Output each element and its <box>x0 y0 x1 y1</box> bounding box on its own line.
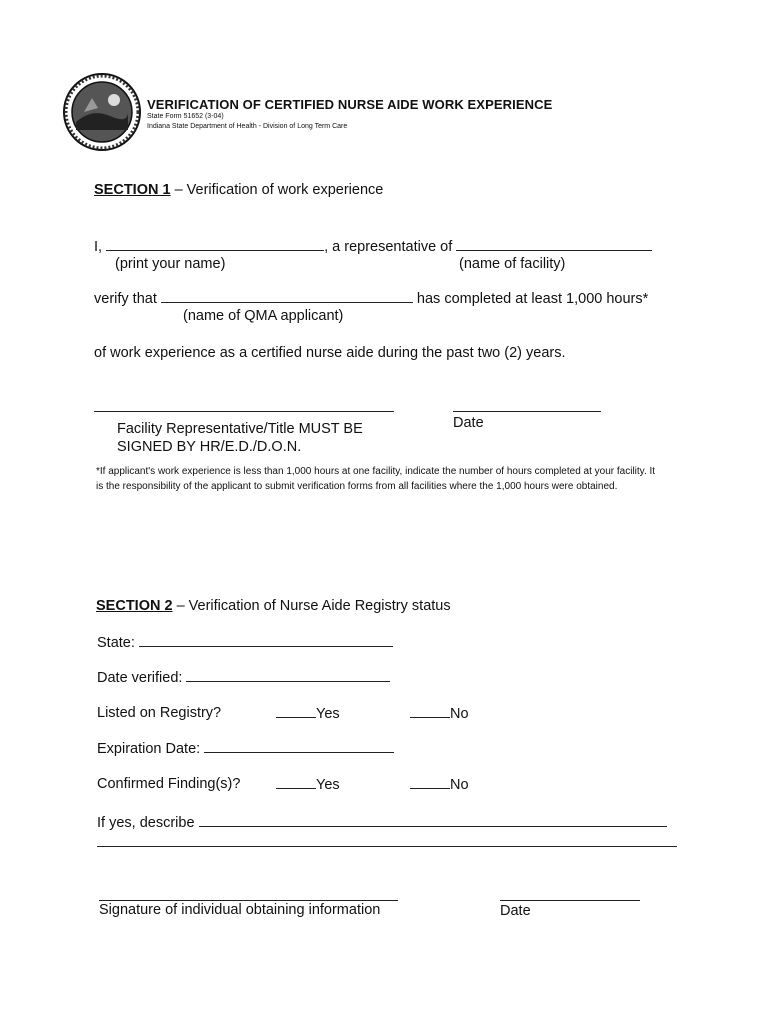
section2-label: SECTION 2 <box>96 598 173 614</box>
rep-caption-2: SIGNED BY HR/E.D./D.O.N. <box>117 439 302 455</box>
state-field[interactable] <box>139 634 393 647</box>
listed-label: Listed on Registry? <box>97 705 222 721</box>
describe-label: If yes, describe <box>97 815 195 831</box>
listed-no <box>410 705 469 722</box>
findings-label: Confirmed Finding(s)? <box>97 776 241 792</box>
verify-prefix: verify that <box>94 291 157 307</box>
listed-no-field[interactable] <box>410 705 450 718</box>
obtainer-date-caption: Date <box>500 903 531 919</box>
footnote: *If applicant's work experience is less than 1,000 hours at one facility, indicate the number of hours completed at your facility. It is the responsibility of the applicant to submit verification forms from all facilities where the 1,000 hours were obtained. <box>96 466 656 492</box>
date-verified-row <box>97 669 390 686</box>
print-name-caption: (print your name) <box>115 256 226 272</box>
form-number: State Form 51652 (3-04) <box>147 113 224 120</box>
findings-no-label: No <box>450 777 469 793</box>
line1-mid: , a representative of <box>324 239 453 255</box>
listed-yes <box>276 705 340 722</box>
rep-date-caption: Date <box>453 415 484 431</box>
listed-yes-label: Yes <box>316 706 340 722</box>
findings-yes <box>276 776 340 793</box>
print-name-field[interactable] <box>106 238 324 251</box>
section1-title: – Verification of work experience <box>170 182 384 198</box>
obtainer-date-line[interactable] <box>500 900 640 901</box>
findings-no-field[interactable] <box>410 776 450 789</box>
describe-line-2[interactable] <box>97 846 677 847</box>
obtainer-signature-line[interactable] <box>99 900 398 901</box>
facility-name-field[interactable] <box>456 238 652 251</box>
section2-title: – Verification of Nurse Aide Registry status <box>172 598 451 614</box>
facility-caption: (name of facility) <box>459 256 566 272</box>
listed-yes-field[interactable] <box>276 705 316 718</box>
listed-no-label: No <box>450 706 469 722</box>
experience-line: of work experience as a certified nurse aide during the past two (2) years. <box>94 345 566 361</box>
verify-suffix: has completed at least 1,000 hours* <box>416 291 649 307</box>
section1-label: SECTION 1 <box>94 182 171 198</box>
expiration-field[interactable] <box>204 740 394 753</box>
state-seal-logo <box>62 72 142 152</box>
state-row <box>97 634 393 651</box>
section1-heading <box>94 182 383 198</box>
findings-yes-label: Yes <box>316 777 340 793</box>
date-verified-label: Date verified: <box>97 670 183 686</box>
line1-prefix: I, <box>94 239 103 255</box>
findings-no <box>410 776 469 793</box>
describe-field[interactable] <box>199 814 667 827</box>
describe-row <box>97 814 667 831</box>
agency-name: Indiana State Department of Health - Division of Long Term Care <box>147 123 348 130</box>
state-label: State: <box>97 635 135 651</box>
expiration-label: Expiration Date: <box>97 741 201 757</box>
expiration-row <box>97 740 394 757</box>
qma-applicant-field[interactable] <box>161 290 413 303</box>
verify-line <box>94 290 648 307</box>
qma-caption: (name of QMA applicant) <box>183 308 344 324</box>
section1-line1 <box>94 238 652 255</box>
section2-heading <box>96 598 451 614</box>
date-verified-field[interactable] <box>186 669 390 682</box>
rep-caption-1: Facility Representative/Title MUST BE <box>117 421 363 437</box>
rep-date-line[interactable] <box>453 411 601 412</box>
findings-yes-field[interactable] <box>276 776 316 789</box>
form-title: VERIFICATION OF CERTIFIED NURSE AIDE WORK EXPERIENCE <box>147 97 553 112</box>
signature-caption: Signature of individual obtaining information <box>99 902 381 918</box>
rep-signature-line[interactable] <box>94 411 394 412</box>
